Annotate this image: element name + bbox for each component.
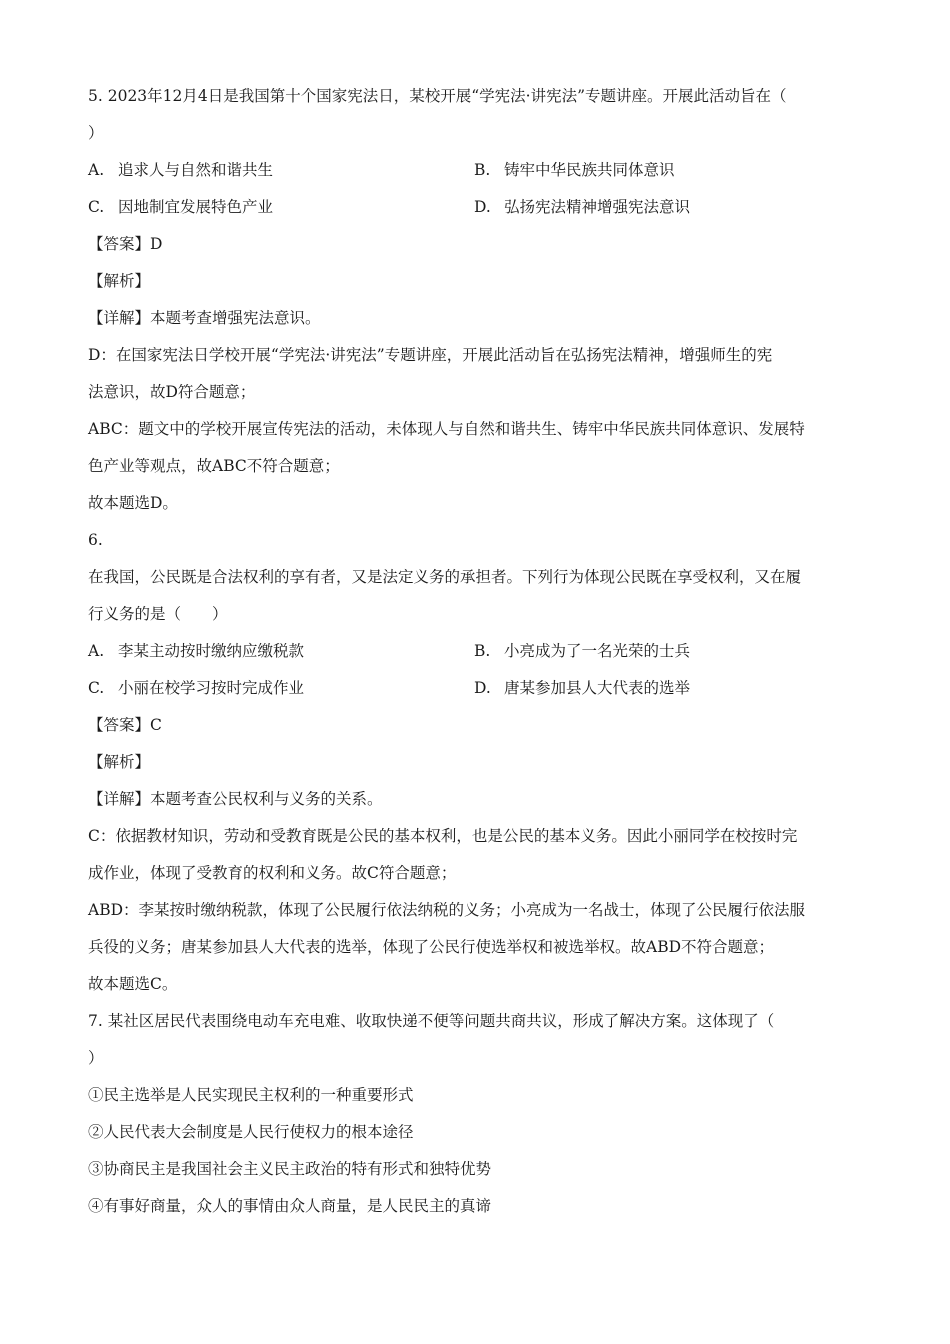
explanation-d-continued: 法意识，故D符合题意； (88, 383, 256, 401)
question-stem: 5. 2023年12月4日是我国第十个国家宪法日，某校开展“学宪法·讲宪法”专题讲座。开展此活动旨在（ (88, 87, 787, 105)
answer: 【答案】D (88, 235, 163, 253)
explanation-abd: ABD：李某按时缴纳税款，体现了公民履行依法纳税的义务；小亮成为一名战士，体现了公民履行依法服 (88, 901, 806, 919)
analysis-label: 【解析】 (88, 272, 151, 290)
statement-4: ④有事好商量，众人的事情由众人商量，是人民民主的真谛 (88, 1197, 492, 1215)
option-d: D. 弘扬宪法精神增强宪法意识 (474, 198, 691, 216)
analysis-label: 【解析】 (88, 753, 151, 771)
question-stem-continued: 行义务的是（ ） (88, 605, 228, 623)
option-c: C. 小丽在校学习按时完成作业 (88, 679, 305, 697)
options-row (88, 633, 868, 670)
question-stem: 7. 某社区居民代表围绕电动车充电难、收取快递不便等问题共商共议，形成了解决方案。这体现了（ (88, 1012, 775, 1030)
detail-heading: 【详解】本题考查公民权利与义务的关系。 (88, 790, 383, 808)
explanation-d: D：在国家宪法日学校开展“学宪法·讲宪法”专题讲座，开展此活动旨在弘扬宪法精神，增强师生的宪 (88, 346, 773, 364)
option-a: A. 追求人与自然和谐共生 (88, 161, 274, 179)
question-number: 6. (88, 531, 103, 549)
statement-2: ②人民代表大会制度是人民行使权力的根本途径 (88, 1123, 414, 1141)
conclusion: 故本题选D。 (88, 494, 178, 512)
answer: 【答案】C (88, 716, 162, 734)
explanation-c: C：依据教材知识，劳动和受教育既是公民的基本权利，也是公民的基本义务。因此小丽同学在校按时完 (88, 827, 798, 845)
option-a: A. 李某主动按时缴纳应缴税款 (88, 642, 305, 660)
detail-heading: 【详解】本题考查增强宪法意识。 (88, 309, 321, 327)
question-6 (88, 522, 868, 1003)
option-c: C. 因地制宜发展特色产业 (88, 198, 274, 216)
question-5 (88, 78, 868, 522)
explanation-abd-continued: 兵役的义务；唐某参加县人大代表的选举，体现了公民行使选举权和被选举权。故ABD不符合题意； (88, 938, 775, 956)
statement-1: ①民主选举是人民实现民主权利的一种重要形式 (88, 1086, 414, 1104)
option-b: B. 铸牢中华民族共同体意识 (474, 161, 675, 179)
explanation-abc: ABC：题文中的学校开展宣传宪法的活动，未体现人与自然和谐共生、铸牢中华民族共同体意识、发展特 (88, 420, 805, 438)
option-b: B. 小亮成为了一名光荣的士兵 (474, 642, 691, 660)
document-page (88, 78, 868, 1225)
option-d: D. 唐某参加县人大代表的选举 (474, 679, 691, 697)
options-row (88, 670, 868, 707)
question-stem-continued: ） (88, 124, 104, 142)
question-stem-continued: ） (88, 1049, 104, 1067)
options-row (88, 152, 868, 189)
explanation-c-continued: 成作业，体现了受教育的权利和义务。故C符合题意； (88, 864, 457, 882)
explanation-abc-continued: 色产业等观点，故ABC不符合题意； (88, 457, 340, 475)
conclusion: 故本题选C。 (88, 975, 178, 993)
question-stem: 在我国，公民既是合法权利的享有者，又是法定义务的承担者。下列行为体现公民既在享受权利，又在履 (88, 568, 802, 586)
question-7 (88, 1003, 868, 1225)
options-row (88, 189, 868, 226)
statement-3: ③协商民主是我国社会主义民主政治的特有形式和独特优势 (88, 1160, 492, 1178)
